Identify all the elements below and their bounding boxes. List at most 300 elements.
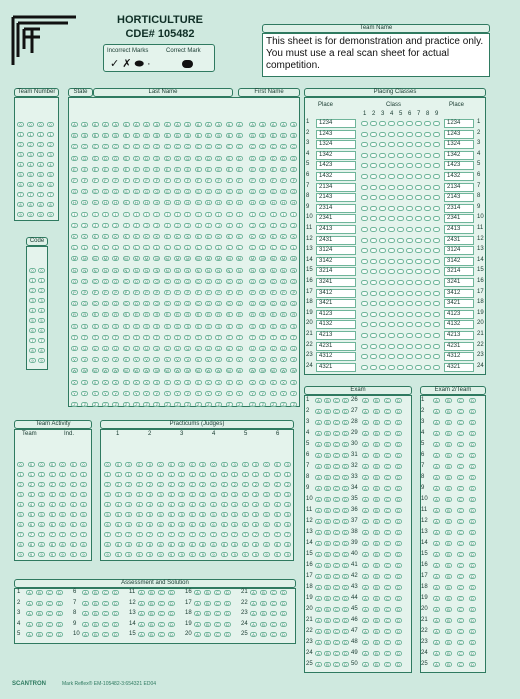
placing-bubble[interactable] [415, 291, 422, 296]
practicum-bubble[interactable]: 3 [199, 492, 206, 497]
name-bubble[interactable]: I [123, 212, 130, 217]
team-number-bubble[interactable]: 5 [27, 172, 34, 177]
exam-bubble[interactable]: A [315, 574, 322, 579]
exam-bubble[interactable]: A [315, 519, 322, 524]
name-bubble[interactable]: Q [281, 301, 286, 307]
placing-bubble[interactable] [415, 344, 422, 349]
name-bubble[interactable]: P [133, 290, 140, 295]
name-bubble[interactable]: Z [102, 402, 109, 407]
name-bubble[interactable]: K [153, 234, 160, 239]
name-bubble[interactable]: C [280, 144, 287, 149]
exam-bubble[interactable]: D [342, 420, 349, 425]
name-bubble[interactable]: R [184, 312, 191, 317]
exam2-bubble[interactable]: C [457, 486, 464, 491]
exam-bubble[interactable]: B [373, 464, 380, 469]
placing-bubble[interactable] [379, 153, 386, 158]
assessment-bubble[interactable]: B [36, 590, 43, 595]
assessment-bubble[interactable]: C [214, 590, 221, 595]
name-bubble[interactable]: P [215, 290, 222, 295]
team-activity-bubble[interactable]: 9 [38, 552, 45, 557]
code-bubble[interactable]: 3 [38, 298, 45, 303]
exam2-bubble[interactable]: A [433, 662, 440, 667]
practicum-bubble[interactable]: 2 [274, 482, 281, 487]
name-bubble[interactable]: W [261, 368, 265, 374]
exam-bubble[interactable]: D [342, 519, 349, 524]
name-bubble[interactable]: G [206, 189, 210, 195]
practicum-bubble[interactable]: 5 [115, 512, 122, 517]
practicum-bubble[interactable]: 8 [210, 542, 217, 547]
name-bubble[interactable]: Y [71, 391, 78, 396]
name-bubble[interactable]: C [143, 144, 150, 149]
assessment-bubble[interactable]: B [92, 601, 99, 606]
exam2-bubble[interactable]: B [445, 640, 452, 645]
exam-bubble[interactable]: D [395, 651, 402, 656]
exam-bubble[interactable]: C [384, 574, 391, 579]
name-bubble[interactable]: P [226, 290, 233, 295]
assessment-bubble[interactable]: B [148, 632, 155, 637]
name-bubble[interactable]: V [123, 357, 130, 362]
name-bubble[interactable]: K [143, 234, 150, 239]
exam-bubble[interactable]: D [395, 398, 402, 403]
exam-bubble[interactable]: A [315, 486, 322, 491]
name-bubble[interactable]: V [92, 357, 99, 362]
name-bubble[interactable]: S [112, 324, 119, 329]
name-bubble[interactable]: R [215, 312, 222, 317]
exam-bubble[interactable]: A [315, 464, 322, 469]
name-bubble[interactable]: Z [123, 402, 130, 407]
assessment-bubble[interactable]: B [92, 590, 99, 595]
exam-bubble[interactable]: A [315, 409, 322, 414]
name-bubble[interactable]: B [226, 133, 233, 138]
practicum-bubble[interactable]: 3 [252, 492, 259, 497]
practicum-bubble[interactable]: 8 [146, 542, 153, 547]
exam-bubble[interactable]: A [362, 420, 369, 425]
name-bubble[interactable]: L [236, 245, 243, 250]
name-bubble[interactable]: H [174, 200, 181, 205]
code-bubble[interactable]: 4 [38, 308, 45, 313]
team-activity-bubble[interactable]: 3 [28, 492, 35, 497]
practicum-bubble[interactable]: 8 [168, 542, 175, 547]
exam2-bubble[interactable]: C [457, 629, 464, 634]
name-bubble[interactable]: V [81, 357, 88, 362]
team-activity-bubble[interactable]: 7 [17, 532, 24, 537]
name-bubble[interactable]: F [112, 178, 119, 183]
assessment-bubble[interactable]: D [168, 601, 175, 606]
exam-bubble[interactable]: D [395, 530, 402, 535]
name-bubble[interactable]: D [174, 156, 181, 161]
exam-bubble[interactable]: B [324, 464, 331, 469]
name-bubble[interactable]: R [259, 312, 266, 317]
name-bubble[interactable]: R [174, 312, 181, 317]
exam-bubble[interactable]: B [324, 420, 331, 425]
exam2-bubble[interactable]: C [457, 398, 464, 403]
placing-bubble[interactable] [433, 174, 440, 179]
team-activity-bubble[interactable]: 7 [70, 532, 77, 537]
name-bubble[interactable]: X [184, 380, 191, 385]
placing-bubble[interactable] [388, 195, 395, 200]
name-bubble[interactable]: K [259, 234, 266, 239]
practicum-bubble[interactable]: 3 [104, 492, 111, 497]
name-bubble[interactable]: Y [123, 391, 130, 396]
exam-bubble[interactable]: A [362, 618, 369, 623]
exam-bubble[interactable]: D [395, 453, 402, 458]
exam-bubble[interactable]: A [362, 519, 369, 524]
exam2-bubble[interactable]: C [457, 552, 464, 557]
placing-bubble[interactable] [424, 174, 431, 179]
name-bubble[interactable]: U [112, 346, 119, 351]
placing-bubble[interactable] [433, 248, 440, 253]
assessment-bubble[interactable]: D [56, 601, 63, 606]
name-bubble[interactable]: S [143, 324, 150, 329]
name-bubble[interactable]: I [102, 212, 109, 217]
name-bubble[interactable]: B [174, 133, 181, 138]
practicum-bubble[interactable]: 1 [242, 472, 249, 477]
placing-bubble[interactable] [397, 365, 404, 370]
name-bubble[interactable]: Z [259, 402, 266, 407]
exam2-bubble[interactable]: A [433, 497, 440, 502]
name-bubble[interactable]: P [112, 290, 119, 295]
placing-bubble[interactable] [415, 121, 422, 126]
name-bubble[interactable]: Q [217, 301, 221, 307]
exam-bubble[interactable]: C [384, 442, 391, 447]
placing-bubble[interactable] [379, 291, 386, 296]
name-bubble[interactable]: V [215, 357, 222, 362]
name-bubble[interactable]: X [133, 380, 140, 385]
name-bubble[interactable]: I [226, 212, 233, 217]
name-bubble[interactable]: T [143, 335, 150, 340]
name-bubble[interactable]: W [165, 368, 170, 374]
exam-bubble[interactable]: C [384, 508, 391, 513]
name-bubble[interactable]: I [249, 212, 256, 217]
team-activity-bubble[interactable]: 9 [80, 552, 87, 557]
exam-bubble[interactable]: C [333, 607, 340, 612]
practicum-bubble[interactable]: 0 [146, 462, 153, 467]
name-bubble[interactable]: J [205, 223, 212, 228]
practicum-bubble[interactable]: 5 [168, 512, 175, 517]
name-bubble[interactable]: I [92, 212, 99, 217]
name-bubble[interactable]: Q [175, 301, 180, 307]
placing-bubble[interactable] [406, 206, 413, 211]
practicum-bubble[interactable]: 4 [125, 502, 132, 507]
team-activity-bubble[interactable]: 9 [59, 552, 66, 557]
name-bubble[interactable]: K [249, 234, 256, 239]
assessment-bubble[interactable]: D [56, 622, 63, 627]
exam2-bubble[interactable]: B [445, 541, 452, 546]
name-bubble[interactable]: U [102, 346, 109, 351]
assessment-bubble[interactable]: D [168, 632, 175, 637]
name-bubble[interactable]: O [165, 278, 169, 284]
exam-bubble[interactable]: C [384, 596, 391, 601]
placing-bubble[interactable] [433, 153, 440, 158]
name-bubble[interactable]: X [153, 380, 160, 385]
name-bubble[interactable]: L [81, 245, 88, 250]
practicum-bubble[interactable]: 5 [157, 512, 164, 517]
practicum-bubble[interactable]: 9 [210, 552, 217, 557]
practicum-bubble[interactable]: 7 [146, 532, 153, 537]
placing-bubble[interactable] [406, 121, 413, 126]
name-bubble[interactable]: F [143, 178, 150, 183]
assessment-bubble[interactable]: C [102, 601, 109, 606]
placing-bubble[interactable] [415, 365, 422, 370]
exam-bubble[interactable]: C [384, 640, 391, 645]
name-bubble[interactable]: K [81, 234, 88, 239]
exam-bubble[interactable]: C [384, 607, 391, 612]
placing-bubble[interactable] [424, 354, 431, 359]
name-bubble[interactable]: K [174, 234, 181, 239]
practicum-bubble[interactable]: 1 [104, 472, 111, 477]
name-bubble[interactable]: K [205, 234, 212, 239]
placing-bubble[interactable] [433, 132, 440, 137]
placing-bubble[interactable] [397, 259, 404, 264]
name-bubble[interactable]: C [133, 144, 140, 149]
team-activity-bubble[interactable]: 5 [28, 512, 35, 517]
assessment-bubble[interactable]: A [138, 601, 145, 606]
exam-bubble[interactable]: C [384, 618, 391, 623]
exam-bubble[interactable]: A [315, 662, 322, 667]
practicum-bubble[interactable]: 4 [221, 502, 228, 507]
team-number-bubble[interactable]: 3 [17, 152, 24, 157]
practicum-bubble[interactable]: 9 [146, 552, 153, 557]
placing-bubble[interactable] [433, 227, 440, 232]
name-bubble[interactable]: E [226, 167, 233, 172]
placing-bubble[interactable] [415, 206, 422, 211]
name-bubble[interactable]: Q [93, 301, 97, 307]
name-bubble[interactable]: Y [112, 391, 119, 396]
team-number-bubble[interactable]: 2 [17, 142, 24, 147]
name-bubble[interactable]: A [249, 122, 256, 127]
team-number-bubble[interactable]: 8 [27, 202, 34, 207]
exam-bubble[interactable]: A [315, 508, 322, 513]
assessment-bubble[interactable]: B [204, 590, 211, 595]
placing-bubble[interactable] [370, 174, 377, 179]
name-bubble[interactable]: S [205, 324, 212, 329]
exam-bubble[interactable]: D [342, 442, 349, 447]
team-activity-bubble[interactable]: 6 [17, 522, 24, 527]
placing-bubble[interactable] [370, 195, 377, 200]
placing-bubble[interactable] [433, 185, 440, 190]
practicum-bubble[interactable]: 8 [231, 542, 238, 547]
practicum-bubble[interactable]: 2 [263, 482, 270, 487]
assessment-bubble[interactable]: C [214, 632, 221, 637]
exam2-bubble[interactable]: A [433, 651, 440, 656]
name-bubble[interactable]: C [164, 144, 171, 149]
placing-bubble[interactable] [406, 195, 413, 200]
name-bubble[interactable]: M [292, 256, 296, 262]
name-bubble[interactable]: F [92, 178, 99, 183]
name-bubble[interactable]: S [270, 324, 277, 329]
name-bubble[interactable]: J [290, 223, 297, 228]
code-bubble[interactable]: 3 [29, 298, 36, 303]
name-bubble[interactable]: R [153, 312, 160, 317]
name-bubble[interactable]: M [175, 256, 180, 262]
placing-bubble[interactable] [415, 354, 422, 359]
exam-bubble[interactable]: C [333, 640, 340, 645]
exam2-bubble[interactable]: A [433, 409, 440, 414]
name-bubble[interactable]: N [102, 268, 109, 273]
exam2-bubble[interactable]: B [445, 651, 452, 656]
placing-bubble[interactable] [361, 301, 368, 306]
name-bubble[interactable]: P [123, 290, 130, 295]
name-bubble[interactable]: J [226, 223, 233, 228]
name-bubble[interactable]: V [195, 357, 202, 362]
name-bubble[interactable]: L [280, 245, 287, 250]
placing-bubble[interactable] [361, 280, 368, 285]
team-number-bubble[interactable]: 0 [37, 122, 44, 127]
name-bubble[interactable]: T [236, 335, 243, 340]
name-bubble[interactable]: G [281, 189, 286, 195]
exam-bubble[interactable]: B [324, 497, 331, 502]
name-bubble[interactable]: L [133, 245, 140, 250]
team-activity-bubble[interactable]: 2 [49, 482, 56, 487]
exam-bubble[interactable]: A [315, 640, 322, 645]
assessment-bubble[interactable]: A [82, 590, 89, 595]
practicum-bubble[interactable]: 7 [178, 532, 185, 537]
exam-bubble[interactable]: D [342, 618, 349, 623]
exam2-bubble[interactable]: A [433, 574, 440, 579]
name-bubble[interactable]: J [184, 223, 191, 228]
exam-bubble[interactable]: D [342, 607, 349, 612]
team-activity-bubble[interactable]: 1 [70, 472, 77, 477]
team-number-bubble[interactable]: 0 [47, 122, 54, 127]
placing-bubble[interactable] [370, 291, 377, 296]
exam2-bubble[interactable]: D [469, 563, 476, 568]
assessment-bubble[interactable]: A [138, 611, 145, 616]
exam-bubble[interactable]: B [373, 519, 380, 524]
name-bubble[interactable]: T [226, 335, 233, 340]
name-bubble[interactable]: U [123, 346, 130, 351]
team-number-bubble[interactable]: 7 [37, 192, 44, 197]
name-bubble[interactable]: J [112, 223, 119, 228]
team-activity-bubble[interactable]: 2 [38, 482, 45, 487]
name-bubble[interactable]: P [92, 290, 99, 295]
name-bubble[interactable]: C [81, 144, 88, 149]
practicum-bubble[interactable]: 0 [210, 462, 217, 467]
team-activity-bubble[interactable]: 5 [38, 512, 45, 517]
name-bubble[interactable]: D [290, 156, 297, 161]
practicum-bubble[interactable]: 2 [104, 482, 111, 487]
practicum-bubble[interactable]: 4 [157, 502, 164, 507]
name-bubble[interactable]: R [226, 312, 233, 317]
name-bubble[interactable]: W [72, 368, 77, 374]
name-bubble[interactable]: A [226, 122, 233, 127]
name-bubble[interactable]: T [71, 335, 78, 340]
name-bubble[interactable]: Y [133, 391, 140, 396]
exam2-bubble[interactable]: D [469, 431, 476, 436]
exam-bubble[interactable]: A [362, 497, 369, 502]
name-bubble[interactable]: C [290, 144, 297, 149]
exam-bubble[interactable]: A [362, 662, 369, 667]
name-bubble[interactable]: D [215, 156, 222, 161]
name-bubble[interactable]: C [71, 144, 78, 149]
placing-bubble[interactable] [424, 142, 431, 147]
name-bubble[interactable]: H [143, 200, 150, 205]
name-bubble[interactable]: L [92, 245, 99, 250]
team-number-bubble[interactable]: 7 [47, 192, 54, 197]
name-bubble[interactable]: S [153, 324, 160, 329]
exam2-bubble[interactable]: D [469, 497, 476, 502]
exam2-bubble[interactable]: A [433, 563, 440, 568]
name-bubble[interactable]: O [206, 278, 210, 284]
name-bubble[interactable]: I [290, 212, 297, 217]
exam2-bubble[interactable]: C [457, 651, 464, 656]
name-bubble[interactable]: V [164, 357, 171, 362]
name-bubble[interactable]: W [103, 368, 108, 374]
practicum-bubble[interactable]: 9 [263, 552, 270, 557]
team-number-bubble[interactable]: 9 [27, 212, 34, 217]
exam-bubble[interactable]: B [373, 409, 380, 414]
assessment-bubble[interactable]: A [194, 632, 201, 637]
team-number-bubble[interactable]: 3 [27, 152, 34, 157]
practicum-bubble[interactable]: 7 [263, 532, 270, 537]
name-bubble[interactable]: J [123, 223, 130, 228]
practicum-bubble[interactable]: 4 [168, 502, 175, 507]
practicum-bubble[interactable]: 4 [284, 502, 291, 507]
code-bubble[interactable]: 1 [38, 278, 45, 283]
name-bubble[interactable]: A [259, 122, 266, 127]
name-bubble[interactable]: F [133, 178, 140, 183]
name-bubble[interactable]: F [236, 178, 243, 183]
placing-bubble[interactable] [361, 238, 368, 243]
name-bubble[interactable]: K [123, 234, 130, 239]
team-activity-bubble[interactable]: 6 [28, 522, 35, 527]
practicum-bubble[interactable]: 3 [274, 492, 281, 497]
placing-bubble[interactable] [433, 206, 440, 211]
practicum-bubble[interactable]: 4 [136, 502, 143, 507]
practicum-bubble[interactable]: 5 [125, 512, 132, 517]
exam-bubble[interactable]: C [333, 508, 340, 513]
placing-bubble[interactable] [379, 174, 386, 179]
team-activity-bubble[interactable]: 0 [70, 462, 77, 467]
exam-bubble[interactable]: C [333, 420, 340, 425]
team-activity-bubble[interactable]: 3 [49, 492, 56, 497]
name-bubble[interactable]: X [81, 380, 88, 385]
exam-bubble[interactable]: C [333, 497, 340, 502]
practicum-bubble[interactable]: 5 [104, 512, 111, 517]
exam-bubble[interactable]: D [342, 596, 349, 601]
name-bubble[interactable]: Y [81, 391, 88, 396]
name-bubble[interactable]: I [236, 212, 243, 217]
practicum-bubble[interactable]: 5 [146, 512, 153, 517]
name-bubble[interactable]: X [174, 380, 181, 385]
name-bubble[interactable]: R [102, 312, 109, 317]
placing-bubble[interactable] [397, 248, 404, 253]
name-bubble[interactable]: S [195, 324, 202, 329]
exam-bubble[interactable]: D [395, 442, 402, 447]
name-bubble[interactable]: F [249, 178, 256, 183]
practicum-bubble[interactable]: 7 [104, 532, 111, 537]
team-number-bubble[interactable]: 2 [47, 142, 54, 147]
exam2-bubble[interactable]: B [445, 662, 452, 667]
name-bubble[interactable]: D [270, 156, 277, 161]
exam-bubble[interactable]: A [362, 398, 369, 403]
name-bubble[interactable]: Q [103, 301, 107, 307]
code-bubble[interactable]: 7 [29, 338, 36, 343]
name-bubble[interactable]: G [261, 189, 265, 195]
name-bubble[interactable]: L [259, 245, 266, 250]
placing-bubble[interactable] [415, 259, 422, 264]
placing-bubble[interactable] [406, 248, 413, 253]
placing-bubble[interactable] [415, 238, 422, 243]
name-bubble[interactable]: G [237, 189, 241, 195]
exam-bubble[interactable]: A [315, 497, 322, 502]
assessment-bubble[interactable]: C [270, 632, 277, 637]
name-bubble[interactable]: M [261, 256, 265, 262]
name-bubble[interactable]: W [175, 368, 180, 374]
exam-bubble[interactable]: C [333, 651, 340, 656]
team-number-bubble[interactable]: 5 [37, 172, 44, 177]
name-bubble[interactable]: L [102, 245, 109, 250]
placing-bubble[interactable] [433, 195, 440, 200]
